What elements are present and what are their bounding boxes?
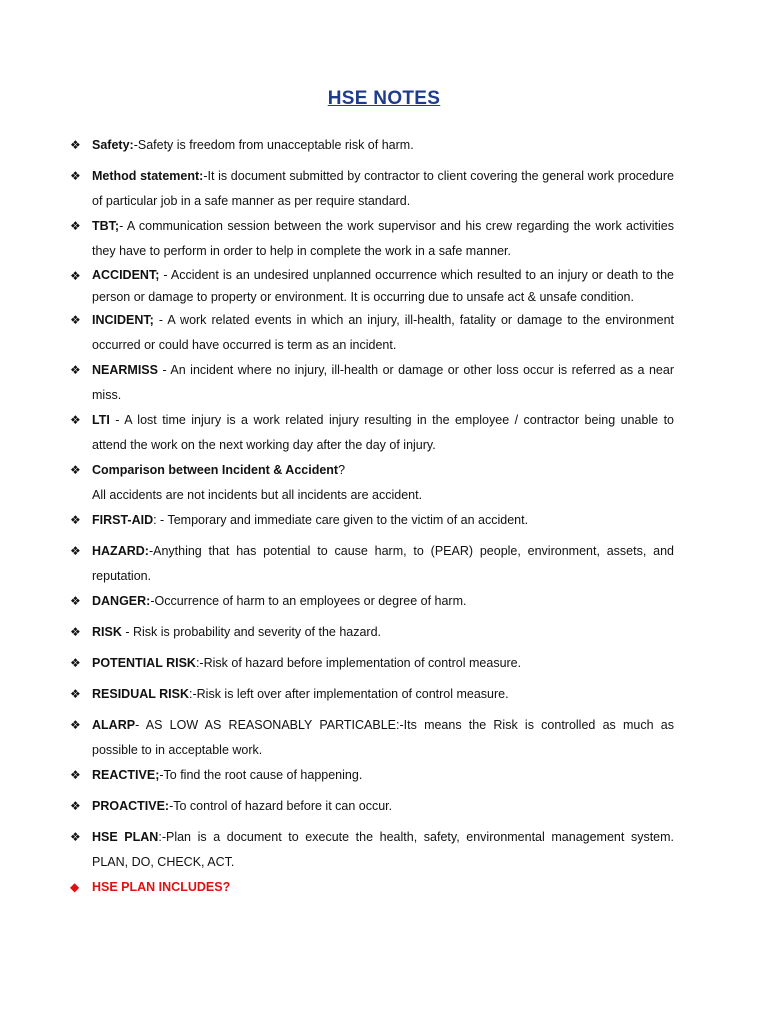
list-item (70, 651, 674, 676)
item-term: DANGER: (92, 594, 151, 608)
diamond-bullet-icon: ❖ (70, 219, 81, 233)
item-text: - Accident is an undesired unplanned occurrence which resulted to an injury or death to the person or damage to property or environment. It is occurring due to unsafe act & unsafe condition. (92, 268, 674, 304)
item-term: ALARP (92, 718, 136, 732)
list-item (70, 713, 674, 763)
list-item (70, 794, 674, 819)
diamond-bullet-icon: ❖ (70, 363, 81, 377)
item-term: PROACTIVE: (92, 799, 170, 813)
diamond-bullet-icon: ❖ (70, 656, 81, 670)
diamond-bullet-icon: ❖ (70, 625, 81, 639)
item-text: - AS LOW AS REASONABLY PARTICABLE:-Its means the Risk is controlled as much as possible to in acceptable work. (92, 718, 674, 757)
list-item (70, 458, 674, 483)
item-term: RESIDUAL RISK (92, 687, 190, 701)
diamond-bullet-icon: ❖ (70, 313, 81, 327)
item-term: TBT; (92, 219, 120, 233)
item-text: :-Risk is left over after implementation of control measure. (189, 687, 509, 701)
diamond-bullet-icon: ❖ (70, 413, 81, 427)
item-term: POTENTIAL RISK (92, 656, 196, 670)
item-term: HSE PLAN (92, 830, 159, 844)
list-item (70, 214, 674, 264)
item-term: HSE PLAN INCLUDES? (92, 880, 231, 894)
item-term: RISK (92, 625, 122, 639)
list-item (70, 408, 674, 458)
item-text: - A work related events in which an injury, ill-health, fatality or damage to the environment occurred or could have occurred is term as an incident. (92, 313, 674, 352)
list-item (70, 589, 674, 614)
item-term: Method statement: (92, 169, 204, 183)
item-text: : - Temporary and immediate care given to the victim of an accident. (153, 513, 529, 527)
item-text: :-Plan is a document to execute the health, safety, environmental management system. PLAN, DO, CHECK, ACT. (92, 830, 675, 869)
diamond-bullet-icon: ❖ (70, 169, 81, 183)
diamond-bullet-icon: ❖ (70, 830, 81, 844)
diamond-bullet-icon: ❖ (70, 768, 81, 782)
red-diamond-bullet-icon: ◆ (70, 880, 80, 894)
item-text: -Anything that has potential to cause harm, to (PEAR) people, environment, assets, and reputation. (92, 544, 674, 583)
item-text: - Risk is probability and severity of the hazard. (121, 625, 382, 639)
diamond-bullet-icon: ❖ (70, 138, 81, 152)
item-term: NEARMISS (92, 363, 158, 377)
list-item (70, 358, 674, 408)
item-term: ACCIDENT; (92, 268, 160, 282)
item-term: REACTIVE; (92, 768, 160, 782)
list-item (70, 264, 674, 308)
diamond-bullet-icon: ❖ (70, 687, 81, 701)
item-term: INCIDENT; (92, 313, 154, 327)
diamond-bullet-icon: ❖ (70, 594, 81, 608)
list-item (70, 539, 674, 589)
item-text: -It is document submitted by contractor to client covering the general work procedure of particular job in a safe manner as per require standard. (92, 169, 674, 208)
item-term: Comparison between Incident & Accident (92, 463, 339, 477)
list-item (70, 825, 674, 875)
diamond-bullet-icon: ❖ (70, 544, 81, 558)
item-text: -To control of hazard before it can occur. (169, 799, 393, 813)
list-item (70, 164, 674, 214)
item-term: Safety: (92, 138, 134, 152)
list-item (70, 620, 674, 645)
diamond-bullet-icon: ❖ (70, 718, 81, 732)
item-text: -To find the root cause of happening. (159, 768, 363, 782)
list-item (70, 875, 674, 900)
item-subtext: All accidents are not incidents but all incidents are accident. (92, 488, 423, 502)
item-term: FIRST-AID (92, 513, 154, 527)
item-text: :-Risk of hazard before implementation of control measure. (195, 656, 522, 670)
item-text: - An incident where no injury, ill-health or damage or other loss occur is referred as a near miss. (92, 363, 674, 402)
list-item (70, 133, 674, 158)
list-item (70, 308, 674, 358)
item-term: LTI (92, 413, 110, 427)
item-text: -Occurrence of harm to an employees or degree of harm. (150, 594, 467, 608)
diamond-bullet-icon: ❖ (70, 463, 81, 477)
item-text: - A lost time injury is a work related injury resulting in the employee / contractor being unable to attend the work on the next working day after the day of injury. (92, 413, 674, 452)
diamond-bullet-icon: ❖ (70, 269, 81, 283)
item-term: HAZARD: (92, 544, 149, 558)
diamond-bullet-icon: ❖ (70, 799, 81, 813)
diamond-bullet-icon: ❖ (70, 513, 81, 527)
item-text: ? (338, 463, 346, 477)
item-text: -Safety is freedom from unacceptable risk of harm. (133, 138, 414, 152)
list-item (70, 682, 674, 707)
item-text: - A communication session between the work supervisor and his crew regarding the work activities they have to perform in order to help in complete the work in a safe manner. (92, 219, 674, 258)
notes-list (70, 133, 674, 900)
list-item (70, 508, 674, 533)
page-title: HSE NOTES (327, 88, 441, 109)
list-item (70, 763, 674, 788)
